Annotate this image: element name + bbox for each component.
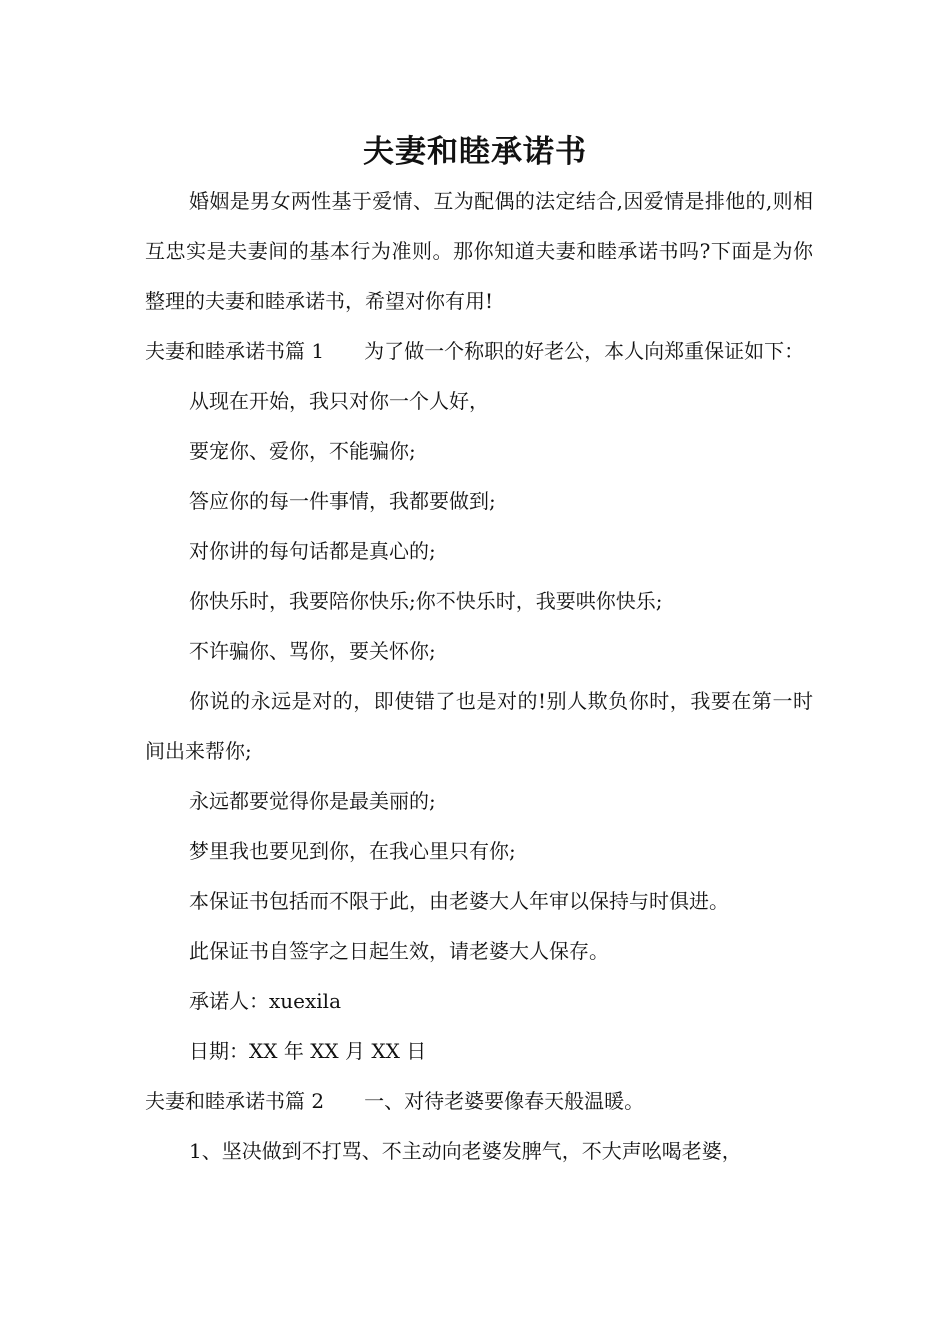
section-1-item: 答应你的每一件事情，我都要做到; xyxy=(189,489,496,513)
section-1-item: 永远都要觉得你是最美丽的; xyxy=(189,789,436,813)
section-1-item: 不许骗你、骂你，要关怀你; xyxy=(189,639,436,663)
date-line: 日期：XX 年 XX 月 XX 日 xyxy=(189,1039,427,1063)
section-1-item: 对你讲的每句话都是真心的; xyxy=(189,539,436,563)
section-1-item: 你说的永远是对的，即使错了也是对的!别人欺负你时，我要在第一时间出来帮你; xyxy=(145,689,813,763)
section-1-item: 本保证书包括而不限于此，由老婆大人年审以保持与时俱进。 xyxy=(189,889,729,913)
section-1-heading: 夫妻和睦承诺书篇 1 xyxy=(145,339,325,363)
section-1-item: 此保证书自签字之日起生效，请老婆大人保存。 xyxy=(189,939,609,963)
document-body xyxy=(145,176,813,1176)
section-1-lead: 为了做一个称职的好老公，本人向郑重保证如下： xyxy=(364,339,805,363)
section-2-heading: 夫妻和睦承诺书篇 2 xyxy=(145,1089,325,1113)
section-2-item: 1、坚决做到不打骂、不主动向老婆发脾气，不大声吆喝老婆， xyxy=(189,1139,742,1163)
section-1-item: 要宠你、爱你，不能骗你; xyxy=(189,439,416,463)
document-title: 夫妻和睦承诺书 xyxy=(363,134,587,170)
intro-paragraph: 婚姻是男女两性基于爱情、互为配偶的法定结合,因爱情是排他的,则相互忠实是夫妻间的基本行为准则。那你知道夫妻和睦承诺书吗?下面是为你整理的夫妻和睦承诺书，希望对你有用! xyxy=(145,189,813,313)
section-1-item: 从现在开始，我只对你一个人好， xyxy=(189,389,489,413)
signer-line: 承诺人：xuexila xyxy=(189,989,341,1013)
section-1-heading-line xyxy=(145,326,813,376)
section-2-heading-line xyxy=(145,1076,813,1126)
section-1-item: 梦里我也要见到你，在我心里只有你; xyxy=(189,839,516,863)
section-1-item: 你快乐时，我要陪你快乐;你不快乐时，我要哄你快乐; xyxy=(189,589,663,613)
section-2-lead: 一、对待老婆要像春天般温暖。 xyxy=(364,1089,645,1113)
